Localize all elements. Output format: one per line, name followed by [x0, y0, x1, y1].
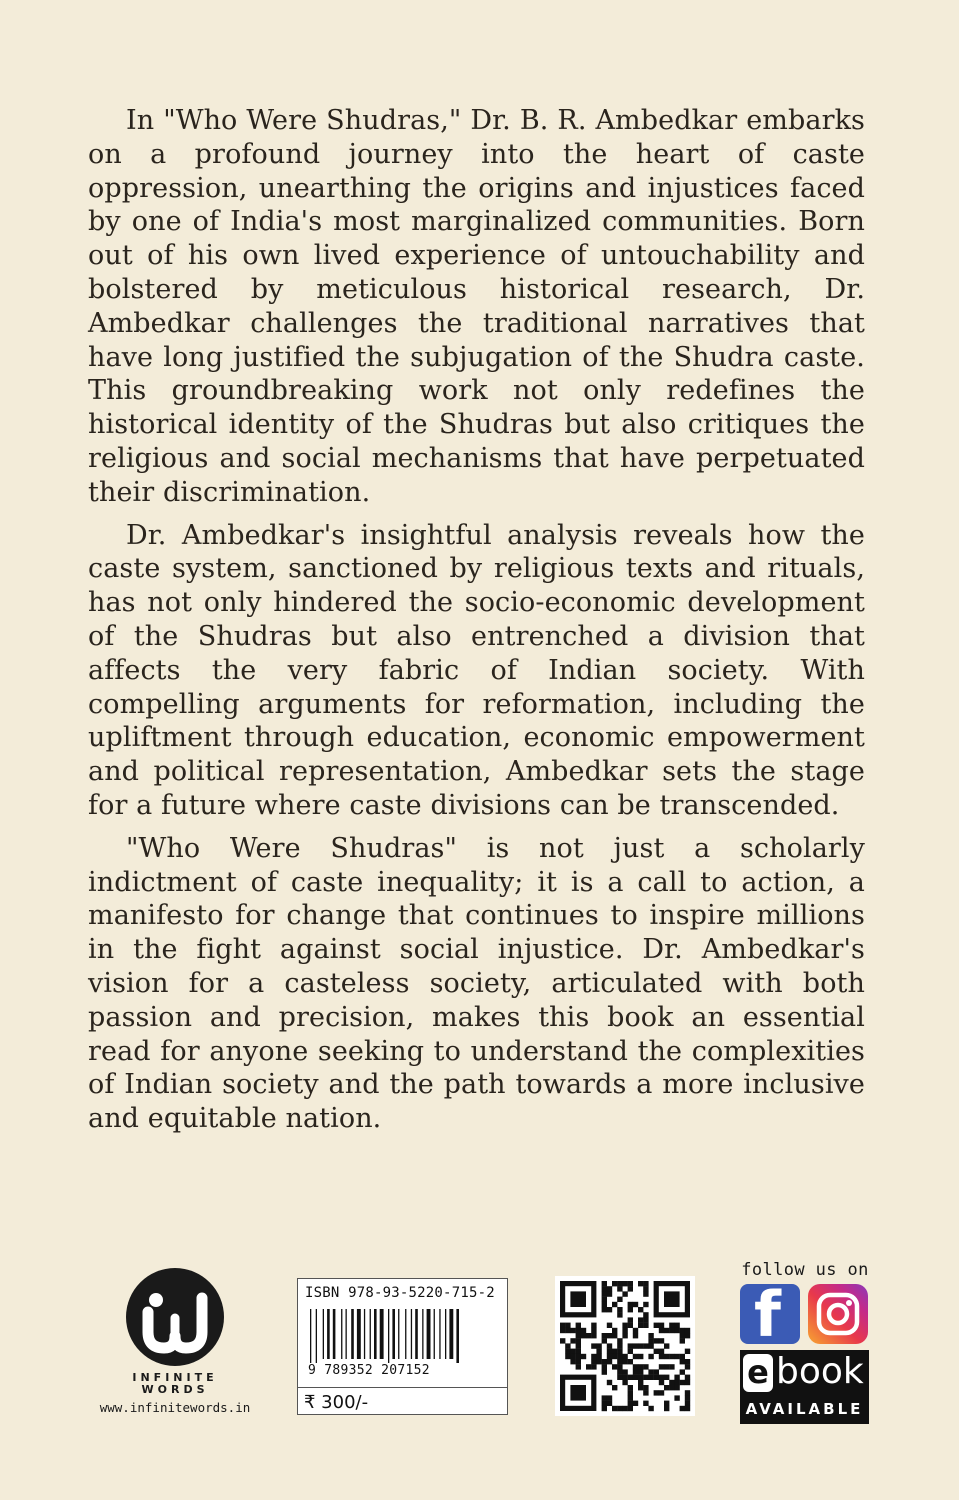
price-label: ₹ 300/- [304, 1392, 369, 1413]
barcode-bars [308, 1309, 498, 1363]
isbn-barcode-box [297, 1278, 508, 1415]
social-block [740, 1260, 870, 1424]
blurb-paragraph-2: Dr. Ambedkar's insightful analysis reveals how the caste system, sanctioned by religious texts and rituals, has not only hindered the socio-economic development of the Shudras but also entrenched a division that affects the very fabric of Indian society. With compelling arguments for reformation, including the upliftment through education, economic empowerment and political representation, Ambedkar sets the stage for a future where caste divisions can be transcended. [88, 519, 865, 821]
instagram-icon[interactable] [808, 1284, 868, 1344]
blurb-paragraph-1: In "Who Were Shudras," Dr. B. R. Ambedkar embarks on a profound journey into the heart of caste oppression, unearthing the origins and injustices faced by one of India's most marginalized communities. Born out of his own lived experience of untouchability and bolstered by meticulous historical research, Dr. Ambedkar challenges the traditional narratives that have long justified the subjugation of the Shudra caste. This groundbreaking work not only redefines the historical identity of the Shudras but also critiques the religious and social mechanisms that have perpetuated their discrimination. [88, 105, 865, 508]
qr-code-icon [555, 1276, 695, 1416]
infinite-words-logo-icon [126, 1268, 224, 1366]
publisher-name-line-1: INFINITE [132, 1371, 218, 1384]
back-cover-blurb [88, 104, 865, 1145]
follow-us-label: follow us on [741, 1260, 869, 1280]
ebook-word: book [776, 1351, 864, 1392]
barcode-digits: 9 789352 207152 [308, 1363, 430, 1378]
publisher-website: www.infinitewords.in [99, 1400, 251, 1415]
isbn-label: ISBN 978-93-5220-715-2 [305, 1285, 495, 1301]
publisher-block [80, 1268, 270, 1415]
social-icons-row [740, 1284, 870, 1344]
facebook-icon[interactable]: f [740, 1284, 800, 1344]
price-divider [298, 1387, 507, 1388]
publisher-name-line-2: WORDS [141, 1383, 209, 1396]
blurb-paragraph-3: "Who Were Shudras" is not just a scholarly indictment of caste inequality; it is a call to action, a manifesto for change that continues to inspire millions in the fight against social injustice. Dr. Ambedkar's vision for a casteless society, articulated with both passion and precision, makes this book an essential read for anyone seeking to understand the complexities of Indian society and the path towards a more inclusive and equitable nation. [88, 832, 865, 1135]
ebook-available-badge [740, 1350, 869, 1424]
ebook-e-letter: e [743, 1354, 773, 1392]
ebook-available-label: AVAILABLE [745, 1400, 864, 1418]
